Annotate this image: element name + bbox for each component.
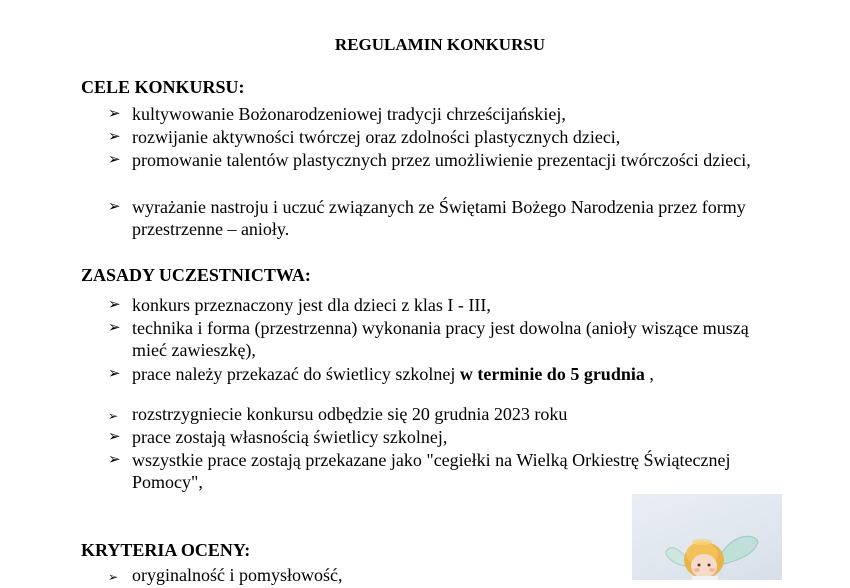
arrow-bullet-icon: ➢	[108, 199, 121, 215]
list-item: ➢ technika i forma (przestrzenna) wykonania pracy jest dowolna (anioły wiszące muszą mieć zawieszkę),	[108, 318, 749, 360]
arrow-bullet-icon: ➢	[108, 129, 121, 145]
section-heading-zasady: ZASADY UCZESTNICTWA:	[81, 265, 311, 285]
deadline-text: w terminie do 5 grudnia	[459, 364, 645, 384]
section-heading-kryteria: KRYTERIA OCENY:	[81, 540, 251, 560]
arrow-bullet-icon: ➢	[108, 570, 119, 584]
arrow-bullet-icon: ➢	[108, 106, 121, 122]
list-item: ➢ rozwijanie aktywności twórczej oraz zdolności plastycznych dzieci,	[108, 127, 621, 147]
arrow-bullet-icon: ➢	[108, 297, 121, 313]
list-item: ➢ wyrażanie nastroju i uczuć związanych ze Świętami Bożego Narodzenia przez formy przestrzenne – anioły.	[108, 197, 746, 239]
angel-figurine-image	[632, 494, 782, 580]
page-title: REGULAMIN KONKURSU	[334, 35, 546, 54]
list-item: ➢ wszystkie prace zostają przekazane jako "cegiełki na Wielką Orkiestrę Świątecznej Pomocy",	[108, 450, 731, 492]
arrow-bullet-icon: ➢	[108, 452, 121, 468]
list-item: ➢ promowanie talentów plastycznych przez umożliwienie prezentacji twórczości dzieci,	[108, 150, 751, 170]
arrow-bullet-icon: ➢	[108, 366, 121, 382]
list-item: ➢ oryginalność i pomysłowość,	[108, 564, 768, 586]
list-item: ➢ konkurs przeznaczony jest dla dzieci z klas I - III,	[108, 295, 491, 315]
list-item: ➢ prace należy przekazać do świetlicy szkolnej w terminie do 5 grudnia ,	[108, 364, 654, 384]
arrow-bullet-icon: ➢	[108, 152, 121, 168]
list-item: ➢ rozstrzygniecie konkursu odbędzie się 20 grudnia 2023 roku	[108, 403, 768, 425]
arrow-bullet-icon: ➢	[108, 320, 121, 336]
arrow-bullet-icon: ➢	[108, 429, 121, 445]
section-heading-cele: CELE KONKURSU:	[81, 77, 245, 97]
list-item: ➢ prace zostają własnością świetlicy szkolnej,	[108, 427, 448, 447]
list-item: ➢ kultywowanie Bożonarodzeniowej tradycji chrześcijańskiej,	[108, 104, 566, 124]
arrow-bullet-icon: ➢	[108, 409, 119, 423]
